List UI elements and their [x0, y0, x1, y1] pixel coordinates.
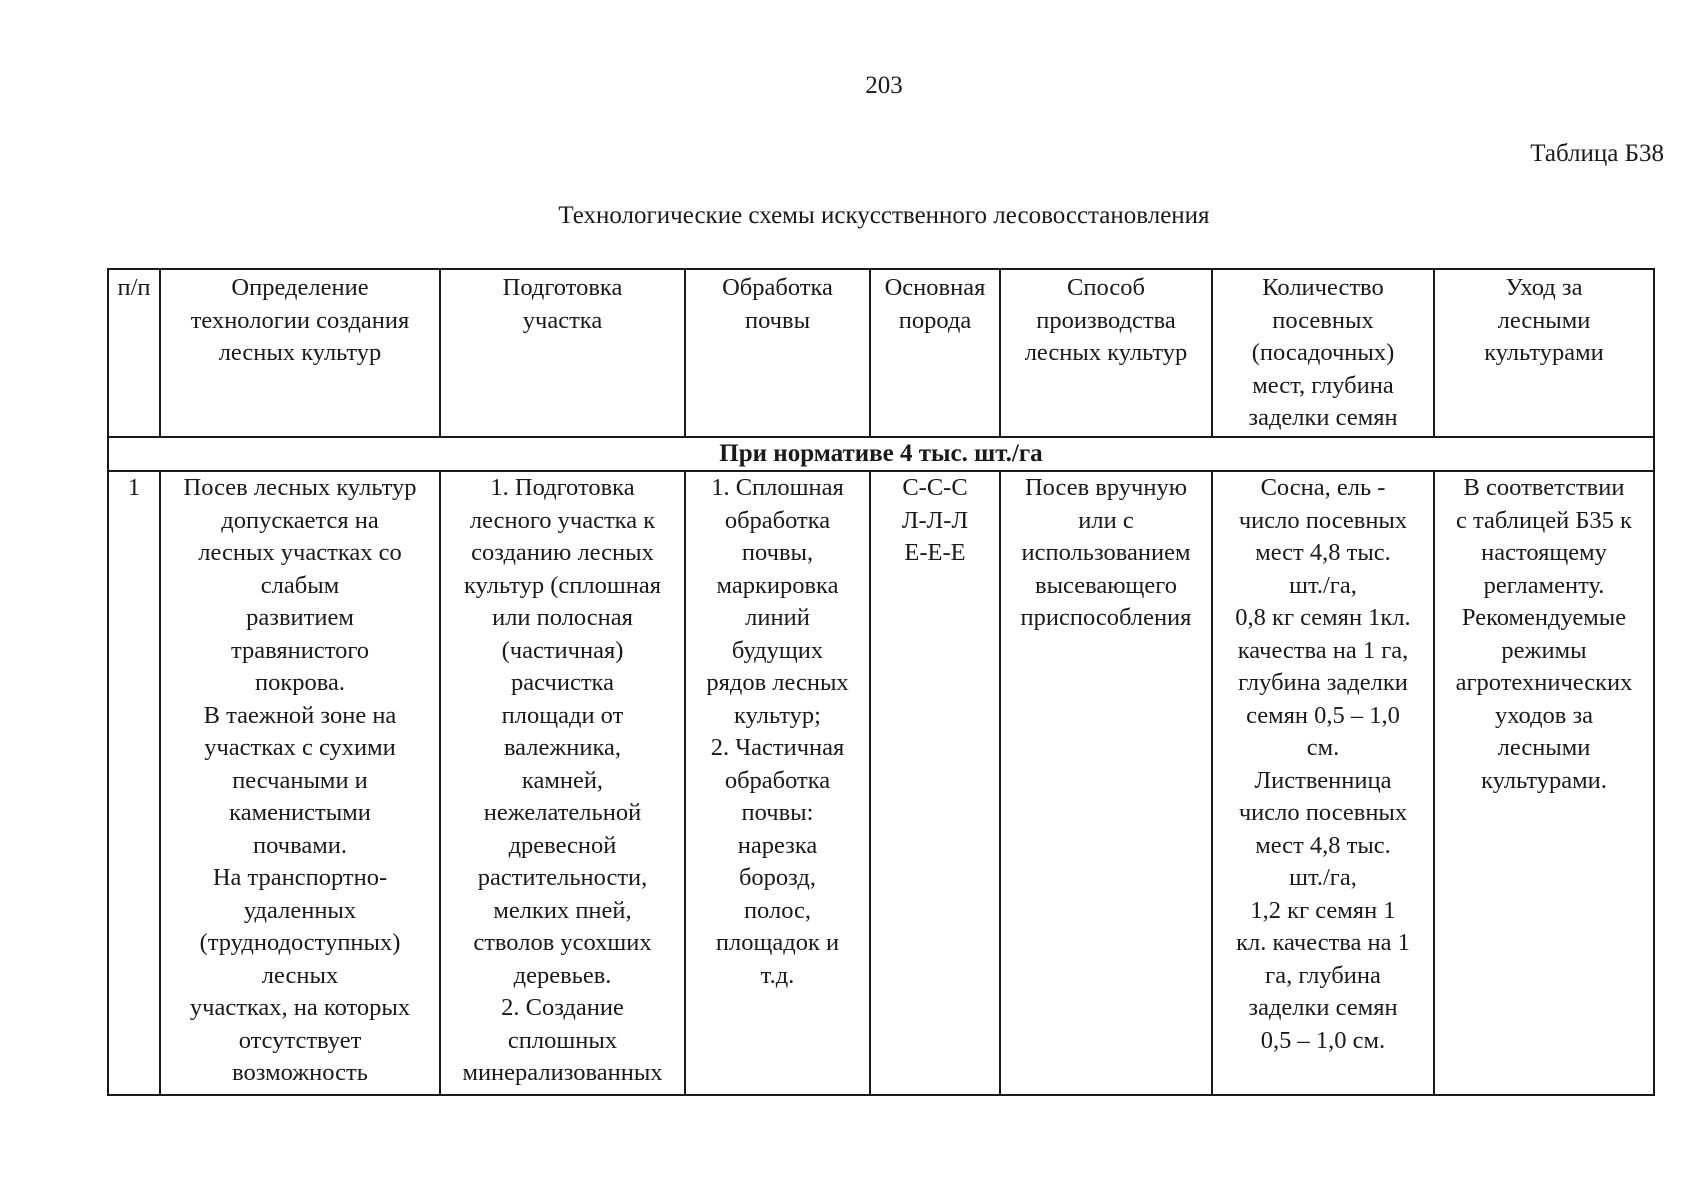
- text-line: Сосна, ель -: [1260, 474, 1386, 501]
- text-line: технологии создания: [190, 306, 410, 334]
- text-line: участка: [522, 306, 603, 334]
- text-line: лесных культур: [1024, 339, 1188, 366]
- text-line: возможность: [232, 1059, 368, 1086]
- text-line: 0,5 – 1,0 см.: [1260, 1026, 1386, 1054]
- table-cell: [440, 471, 685, 1095]
- text-line: или полосная: [492, 604, 633, 631]
- text-line: лесных культур: [218, 339, 382, 366]
- text-line: число посевных: [1238, 799, 1408, 826]
- header-site-preparation: [441, 272, 684, 337]
- text-line: семян 0,5 – 1,0: [1246, 701, 1400, 729]
- header-cell: [160, 269, 440, 437]
- text-line: заделки семян: [1248, 404, 1398, 431]
- text-line: га, глубина: [1265, 961, 1381, 989]
- text-line: 2. Создание: [501, 994, 624, 1021]
- text-line: Посев вручную: [1024, 474, 1188, 501]
- text-line: площади от: [501, 701, 624, 729]
- text-line: Количество: [1262, 274, 1384, 301]
- header-cell: [685, 269, 870, 437]
- text-line: культурами: [1484, 339, 1604, 366]
- header-cell: [440, 269, 685, 437]
- text-line: древесной: [508, 831, 617, 859]
- text-line: шт./га,: [1289, 864, 1357, 891]
- header-cell: [1434, 269, 1654, 437]
- text-line: число посевных: [1238, 506, 1408, 534]
- text-line: В таежной зоне на: [203, 701, 397, 729]
- header-cell: [1000, 269, 1212, 437]
- text-line: деревьев.: [513, 961, 612, 989]
- text-line: агротехнических: [1455, 669, 1633, 696]
- text-line: покрова.: [254, 669, 345, 696]
- text-line: заделки семян: [1248, 994, 1398, 1021]
- text-line: мест 4,8 тыс.: [1255, 539, 1391, 566]
- text-line: высевающего: [1035, 571, 1177, 599]
- text-line: производства: [1036, 306, 1176, 334]
- text-line: Е-Е-Е: [904, 539, 966, 566]
- text-line: лесными: [1497, 734, 1591, 761]
- text-line: отсутствует: [238, 1026, 362, 1054]
- text-line: лесными: [1497, 306, 1591, 334]
- cell-care: [1435, 472, 1653, 797]
- text-line: обработка: [724, 766, 831, 794]
- text-line: В соответствии: [1463, 474, 1625, 501]
- text-line: глубина заделки: [1238, 669, 1408, 696]
- table-cell: [1434, 471, 1654, 1095]
- text-line: посевных: [1272, 306, 1374, 334]
- text-line: растительности,: [477, 864, 648, 891]
- text-line: использованием: [1021, 539, 1191, 566]
- text-line: п/п: [117, 274, 151, 301]
- text-line: На транспортно-: [212, 864, 388, 891]
- text-line: кл. качества на 1: [1236, 929, 1410, 956]
- text-line: стволов усохших: [473, 929, 652, 956]
- text-line: качества на 1 га,: [1237, 636, 1409, 664]
- text-line: культур;: [734, 701, 821, 729]
- text-line: удаленных: [243, 896, 357, 924]
- cell-production-method: [1001, 472, 1211, 635]
- header-cell: [1212, 269, 1434, 437]
- cell-site-preparation: [441, 472, 684, 1090]
- text-line: травянистого: [230, 636, 370, 664]
- text-line: шт./га,: [1289, 571, 1357, 599]
- text-line: участках, на которых: [189, 994, 411, 1021]
- text-line: 1. Подготовка: [490, 474, 635, 501]
- text-line: уходов за: [1494, 701, 1594, 729]
- text-line: регламенту.: [1483, 571, 1605, 599]
- text-line: рядов лесных: [706, 669, 849, 696]
- text-line: (частичная): [501, 636, 624, 664]
- header-production-method: [1001, 272, 1211, 370]
- text-line: мест 4,8 тыс.: [1255, 831, 1391, 859]
- table-cell: [1000, 471, 1212, 1095]
- text-line: почвами.: [253, 831, 347, 859]
- header-main-species: [871, 272, 999, 337]
- text-line: почвы:: [741, 799, 814, 826]
- section-heading: При нормативе 4 тыс. шт./га: [108, 437, 1654, 471]
- text-line: Л-Л-Л: [901, 506, 969, 534]
- header-care: [1435, 272, 1653, 370]
- text-line: 2. Частичная: [710, 734, 845, 761]
- text-line: созданию лесных: [471, 539, 654, 566]
- text-line: см.: [1306, 734, 1340, 761]
- text-line: площадок и: [715, 929, 840, 956]
- table-row: [108, 471, 1654, 1095]
- text-line: будущих: [731, 636, 824, 664]
- text-line: лесных: [261, 961, 339, 989]
- text-line: линий: [745, 604, 810, 631]
- text-line: (посадочных): [1251, 339, 1395, 366]
- text-line: культурами.: [1481, 766, 1607, 794]
- text-line: Лиственница: [1254, 766, 1392, 794]
- text-line: нарезка: [737, 831, 818, 859]
- text-line: 1,2 кг семян 1: [1250, 896, 1396, 924]
- text-line: Подготовка: [502, 274, 623, 301]
- text-line: мест, глубина: [1252, 371, 1394, 399]
- text-line: камней,: [521, 766, 604, 794]
- text-line: приспособления: [1020, 604, 1192, 631]
- table-cell: [685, 471, 870, 1095]
- technology-schemes-table: [107, 268, 1655, 1096]
- text-line: почвы: [744, 306, 811, 334]
- text-line: Определение: [231, 274, 369, 301]
- text-line: порода: [898, 306, 972, 334]
- header-soil-treatment: [686, 272, 869, 337]
- text-line: нежелательной: [483, 799, 642, 826]
- text-line: валежника,: [503, 734, 622, 761]
- header-cell: [108, 269, 160, 437]
- text-line: допускается на: [221, 506, 379, 534]
- text-line: или с: [1078, 506, 1134, 534]
- table-label: Таблица Б38: [1530, 140, 1664, 167]
- text-line: (труднодоступных): [199, 929, 401, 956]
- text-line: развитием: [246, 604, 354, 631]
- text-line: с таблицей Б35 к: [1456, 506, 1632, 534]
- table-cell: [1212, 471, 1434, 1095]
- text-line: маркировка: [716, 571, 839, 599]
- text-line: Способ: [1067, 274, 1145, 301]
- text-line: режимы: [1501, 636, 1587, 664]
- table-header-row: [108, 269, 1654, 437]
- text-line: борозд,: [738, 864, 817, 891]
- text-line: Основная: [884, 274, 986, 301]
- text-line: обработка: [724, 506, 831, 534]
- text-line: сплошных: [507, 1026, 618, 1054]
- cell-technology: [161, 472, 439, 1090]
- text-line: почвы,: [741, 539, 814, 566]
- header-technology: [161, 272, 439, 370]
- text-line: полос,: [743, 896, 812, 924]
- text-line: песчаными и: [232, 766, 368, 794]
- text-line: Уход за: [1505, 274, 1583, 301]
- text-line: Обработка: [722, 274, 833, 301]
- text-line: каменистыми: [229, 799, 371, 826]
- text-line: минерализованных: [462, 1059, 663, 1086]
- text-line: мелких пней,: [493, 896, 632, 924]
- text-line: участках с сухими: [204, 734, 396, 761]
- table-cell: [870, 471, 1000, 1095]
- text-line: лесных участках со: [198, 539, 402, 566]
- text-line: Рекомендуемые: [1461, 604, 1627, 631]
- section-row: [108, 437, 1654, 471]
- text-line: т.д.: [760, 961, 795, 989]
- text-line: С-С-С: [902, 474, 968, 501]
- text-line: расчистка: [511, 669, 614, 696]
- cell-main-species: [871, 472, 999, 570]
- page-number: 203: [865, 72, 903, 99]
- header-cell: [870, 269, 1000, 437]
- row-number: 1: [108, 471, 160, 1095]
- table-cell: [160, 471, 440, 1095]
- text-line: лесного участка к: [469, 506, 656, 534]
- header-number: [109, 272, 159, 305]
- text-line: Посев лесных культур: [183, 474, 417, 501]
- cell-quantity: [1213, 472, 1433, 1057]
- text-line: 0,8 кг семян 1кл.: [1235, 604, 1411, 631]
- table-title: Технологические схемы искусственного лесовосстановления: [558, 202, 1210, 229]
- text-line: культур (сплошная: [464, 571, 661, 599]
- text-line: 1. Сплошная: [711, 474, 844, 501]
- cell-soil-treatment: [686, 472, 869, 992]
- text-line: слабым: [260, 571, 340, 599]
- header-quantity: [1213, 272, 1433, 435]
- text-line: настоящему: [1481, 539, 1607, 566]
